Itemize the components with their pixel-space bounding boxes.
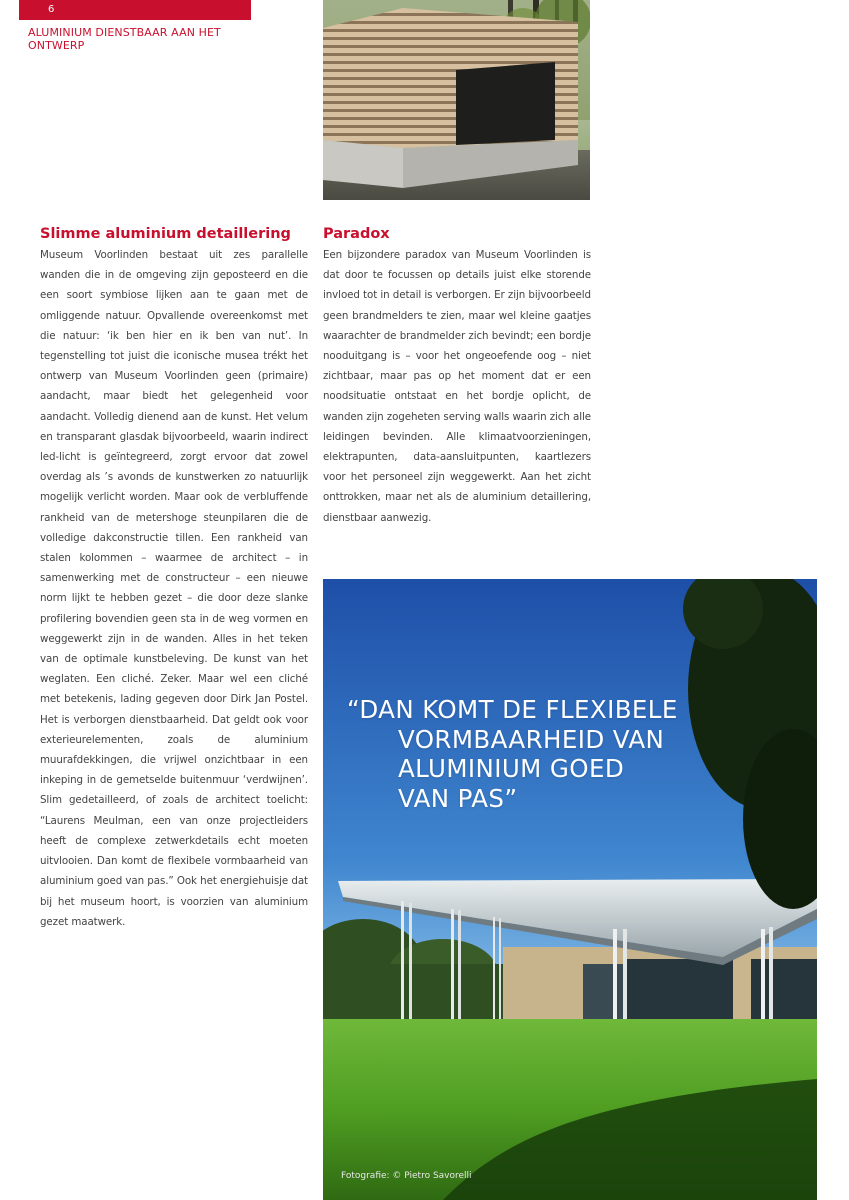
right-column (323, 225, 591, 528)
quote-line-2: VORMBAARHEID VAN (398, 724, 665, 754)
museum-voorlinden-photo (323, 579, 817, 1200)
quote-line-4: VAN PAS” (398, 783, 518, 813)
page-number-tab (19, 0, 251, 20)
page-number: 6 (48, 4, 55, 15)
heading-slimme-aluminium-detaillering: Slimme aluminium detaillering (40, 226, 291, 242)
photo-credit: Fotografie: © Pietro Savorelli (341, 1171, 472, 1181)
pull-quote (347, 695, 817, 813)
right-body-text: Een bijzondere paradox van Museum Voorlinden is dat door te focussen op details juist elke storende invloed tot in detail is verborgen. Er zijn bijvoorbeeld geen brandmelders te zien, maar wel kleine gaatjes waarachter de brandmelder zich bevindt; een bordje nooduitgang is – voor het ongeoefende oog – niet zichtbaar, maar pas op het moment dat er een noodsituatie ontstaat en het bordje oplicht, de wanden zijn zogeheten serving walls waarin zich alle leidingen bevinden. Alle klimaatvoorzieningen, elektrapunten, data-aansluitpunten, kaartlezers voor het personeel zijn weggewerkt. Aan het zicht onttrokken, maar net als de aluminium detaillering, dienstbaar aanwezig. (323, 249, 591, 524)
quote-line-3: ALUMINIUM GOED (398, 754, 625, 783)
left-column (40, 225, 308, 932)
left-body-text: Museum Voorlinden bestaat uit zes parallelle wanden die in de omgeving zijn geposteerd en die een soort symbiose lijken aan te gaan met de omliggende natuur. Opvallende overeenkomst met die natuur: ‘ik ben hier en ik ben van nut’. In tegenstelling tot juist die iconische musea trékt het ontwerp van Museum Voorlinden geen (primaire) aandacht, maar biedt het gelegenheid voor aandacht. Volledig dienend aan de kunst. Het velum en transparant glasdak bijvoorbeeld, waarin indirect led-licht is geïntegreerd, zorgt ervoor dat zowel overdag als ’s avonds de kunstwerken zo natuurlijk mogelijk verlicht worden. Maar ook de verbluffende rankheid van de metershoge steunpilaren die de volledige dakconstructie tillen. Een rankheid van stalen kolommen – waarmee de architect – in samenwerking met de constructeur – een nieuwe norm lijkt te hebben gezet – die door deze slanke profilering bovendien geen sta in de weg vormen en weggewerkt zijn in de wanden. Alles in het teken van de optimale kunstbeleving. De kunst van het weglaten. Een cliché. Zeker. Maar wel een cliché met betekenis, lading gegeven door Dirk Jan Postel. Het is verborgen dienstbaarheid. Dat geldt ook voor exterieurelementen, zoals de aluminium muurafdekkingen, die vrijwel onzichtbaar in een inkeping in de gemetselde buitenmuur ‘verdwijnen’. Slim gedetailleerd, of zoals de architect toelicht: “Laurens Meulman, een van onze projectleiders heeft de complexe zetwerkdetails echt moeten uitvlooien. Dan komt de flexibele vormbaarheid van aluminium goed van pas.” Ook het energiehuisje dat bij het museum hoort, is voorzien van aluminium gezet maatwerk. (40, 249, 308, 928)
energy-house-photo (323, 0, 590, 200)
section-title: ALUMINIUM DIENSTBAAR AAN HET ONTWERP (28, 26, 221, 52)
quote-line-1: “DAN KOMT DE FLEXIBELE (347, 695, 678, 724)
heading-paradox: Paradox (323, 226, 390, 242)
